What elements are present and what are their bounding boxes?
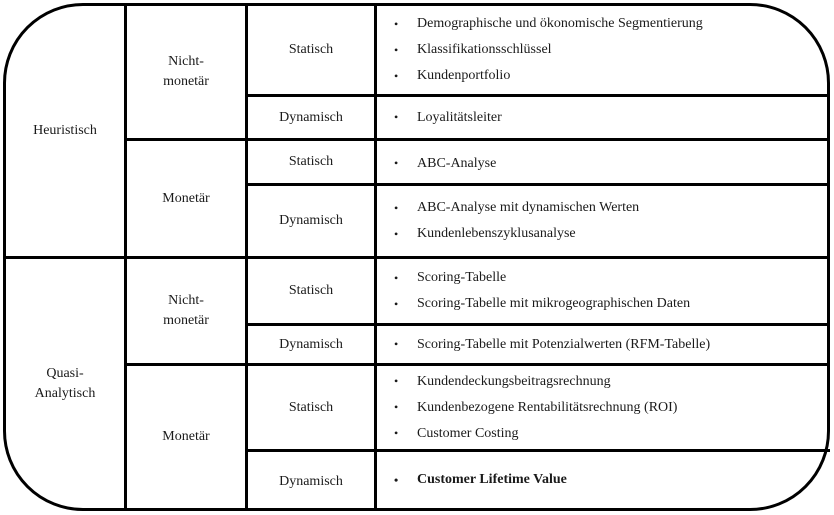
list-item: • ABC-Analyse mit dynamischen Werten [377,195,817,221]
methods-q-m-dynamisch [377,452,817,508]
subgroup-heuristisch-nichtmonetaer [127,6,245,138]
group-label: Heuristisch [33,123,97,138]
type-q-m-statisch: Statisch [288,399,334,415]
list-item: • Demographische und ökonomische Segmentierung [377,11,817,37]
subgroup-label: Nicht- monetär [163,54,209,89]
list-item: • Scoring-Tabelle [377,265,817,291]
subgroup-quasi-monetaer [127,366,245,508]
type-q-nm-statisch: Statisch [288,283,334,298]
type-q-nm-dynamisch: Dynamisch [279,336,343,352]
methods-q-nm-statisch [377,259,817,323]
type-q-m-dynamisch: Dynamisch [279,474,343,489]
list-item: • Klassifikationsschlüssel [377,37,817,63]
bullet-icon: • [394,156,399,170]
bullet-icon: • [394,337,399,351]
bullet-icon: • [394,68,399,83]
methods-h-m-statisch [377,141,817,186]
subgroup-label: Nicht- monetär [163,293,209,328]
bullet-icon: • [394,472,399,487]
subgroup-quasi-nichtmonetaer [127,259,245,363]
bullet-icon: • [394,200,399,215]
methods-h-m-dynamisch [377,186,817,256]
list-item: • Scoring-Tabelle mit mikrogeographischen Daten [377,291,817,317]
group-quasi-analytisch [6,259,124,508]
bullet-icon: • [394,400,399,414]
list-item: • Customer Costing [377,421,817,447]
methods-q-m-statisch [377,366,817,449]
list-item-highlighted: • Customer Lifetime Value [377,467,817,493]
group-heuristisch [6,6,124,256]
type-h-m-dynamisch: Dynamisch [279,213,343,228]
list-item: • Scoring-Tabelle mit Potenzialwerten (RFM-Tabelle) [377,332,817,358]
methods-h-nm-dynamisch [377,97,817,138]
bullet-icon: • [394,16,399,31]
list-item: • Kundenportfolio [377,63,817,89]
bullet-icon: • [394,426,399,440]
bullet-icon: • [394,296,399,311]
group-label: Quasi- Analytisch [34,365,96,401]
type-h-nm-dynamisch: Dynamisch [279,109,343,125]
bullet-icon: • [394,374,399,388]
bullet-icon: • [394,110,399,124]
subgroup-label: Monetär [162,190,210,206]
list-item: • Kundenlebenszyklusanalyse [377,221,817,247]
subgroup-label: Monetär [162,429,210,444]
list-item: • Loyalitätsleiter [377,105,817,131]
methods-h-nm-statisch [377,10,817,90]
type-h-m-statisch: Statisch [288,154,334,169]
bullet-icon: • [394,42,399,57]
subgroup-heuristisch-monetaer [127,141,245,256]
methods-q-nm-dynamisch [377,326,817,363]
type-h-nm-statisch: Statisch [288,42,334,57]
bullet-icon: • [394,270,399,285]
list-item: • ABC-Analyse [377,151,817,177]
list-item: • Kundendeckungsbeitragsrechnung [377,369,817,395]
bullet-icon: • [394,226,399,241]
list-item: • Kundenbezogene Rentabilitätsrechnung (ROI) [377,395,817,421]
